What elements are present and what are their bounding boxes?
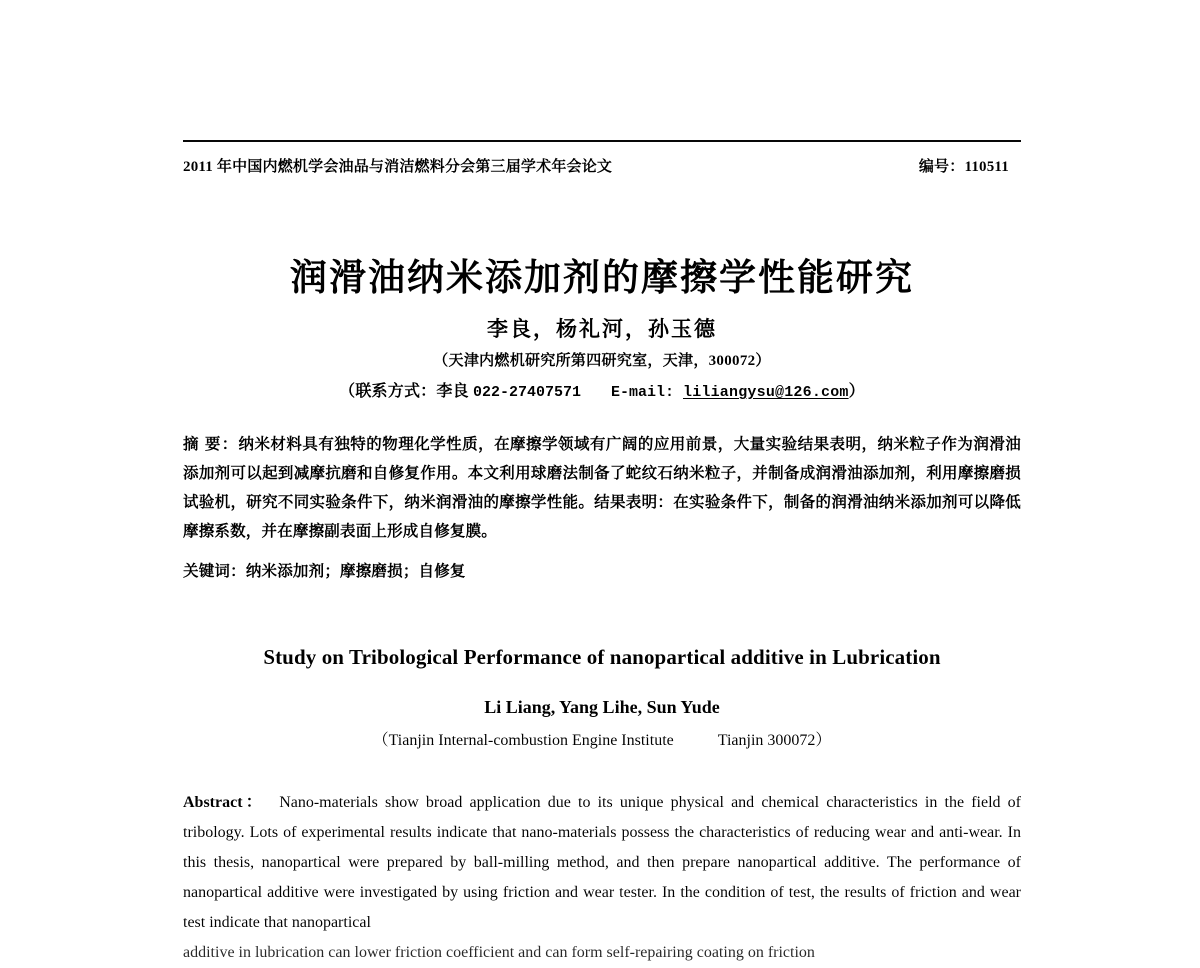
- running-head: [183, 155, 1021, 176]
- chinese-affiliation: （天津内燃机研究所第四研究室，天津，300072）: [433, 353, 771, 369]
- english-affiliation-city: Tianjin 300072）: [717, 732, 832, 749]
- english-affiliation: [183, 727, 1021, 750]
- contact-email-label: E-mail:: [610, 384, 683, 401]
- english-authors: Li Liang, Yang Lihe, Sun Yude: [484, 697, 720, 717]
- english-abstract-clipped-line: additive in lubrication can lower friction coefficient and can form self-repairing coating on friction: [183, 944, 815, 961]
- contact-suffix: ）: [848, 383, 865, 400]
- english-abstract: [183, 788, 1022, 961]
- english-title: Study on Tribological Performance of nanopartical additive in Lubrication: [263, 645, 941, 670]
- chinese-abstract-label: 摘 要：: [183, 436, 239, 453]
- chinese-abstract-text: 纳米材料具有独特的物理化学性质，在摩擦学领域有广阔的应用前景，大量实验结果表明，纳米粒子作为润滑油添加剂可以起到减摩抗磨和自修复作用。本文利用球磨法制备了蛇纹石纳米粒子，并制备成润滑油添加剂，利用摩擦磨损试验机，研究不同实验条件下，纳米润滑油的摩擦学性能。结果表明：在实验条件下，制备的润滑油纳米添加剂可以降低摩擦系数，并在摩擦副表面上形成自修复膜。: [183, 436, 1021, 540]
- chinese-contact-line: [183, 378, 1021, 401]
- english-abstract-label: Abstract：: [183, 794, 265, 811]
- chinese-keywords: [183, 557, 1021, 586]
- chinese-abstract: [183, 430, 1021, 546]
- chinese-authors: 李良，杨礼河，孙玉德: [487, 317, 717, 341]
- chinese-title: 润滑油纳米添加剂的摩擦学性能研究: [290, 255, 914, 299]
- chinese-keywords-text: 纳米添加剂；摩擦磨损；自修复: [245, 563, 466, 580]
- conference-name: 2011 年中国内燃机学会油品与消洁燃料分会第三届学术年会论文: [183, 159, 613, 175]
- contact-email-link[interactable]: liliangysu@126.com: [683, 384, 849, 401]
- english-affiliation-institute: （Tianjin Internal-combustion Engine Institute: [372, 732, 674, 749]
- contact-phone: 022-27407571: [472, 384, 581, 401]
- chinese-keywords-label: 关键词：: [183, 563, 246, 580]
- header-divider-rule: [183, 140, 1021, 142]
- english-abstract-text: Nano-materials show broad application due to its unique physical and chemical characteristics in the field of tribology. Lots of experimental results indicate that nano-materials possess the characteristics of reducing wear and anti-wear. In this thesis, nanopartical were prepared by ball-milling method, and then prepare nanopartical additive. The performance of nanopartical additive were investigated by using friction and wear tester. In the condition of test, the results of friction and wear test indicate that nanopartical: [183, 794, 1022, 931]
- paper-serial-number: 编号：110511: [918, 159, 1009, 175]
- contact-prefix: （联系方式：李良: [339, 383, 473, 400]
